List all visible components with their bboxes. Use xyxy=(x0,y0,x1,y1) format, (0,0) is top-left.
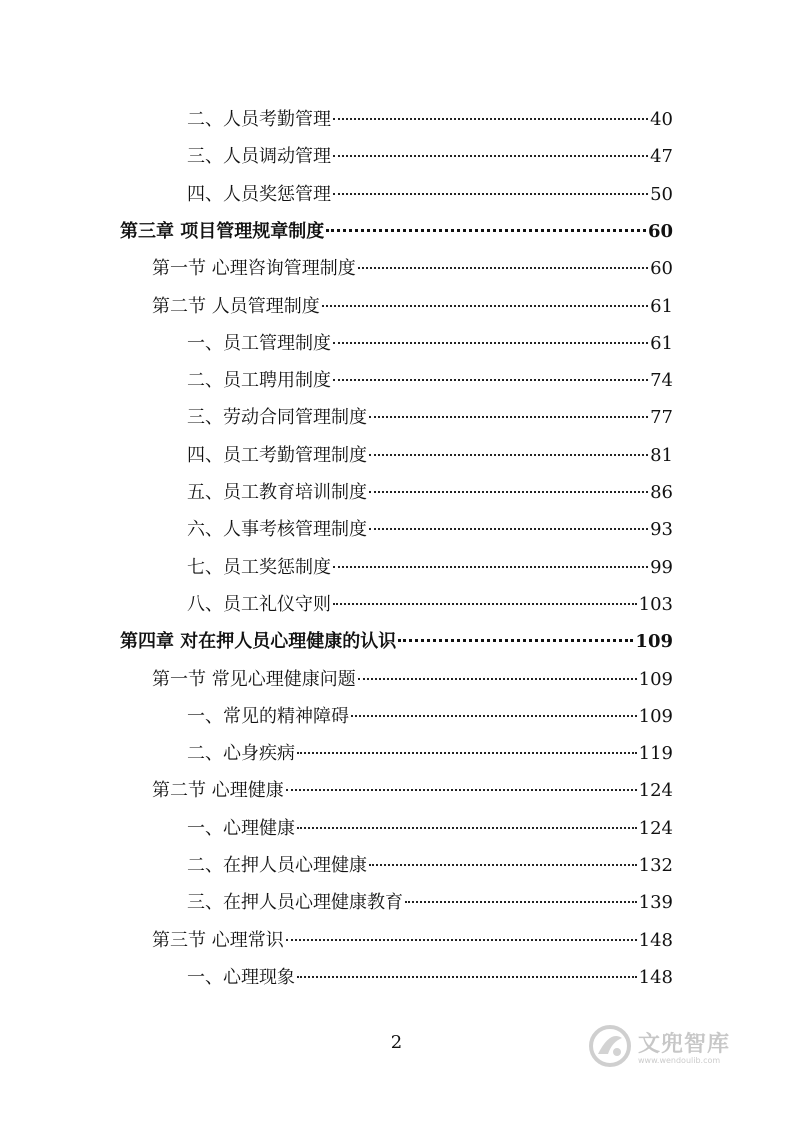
dot-leader xyxy=(351,715,637,717)
dot-leader xyxy=(398,639,633,642)
toc-entry-title: 五、员工教育培训制度 xyxy=(187,482,367,503)
watermark xyxy=(588,1018,758,1074)
dot-leader xyxy=(369,416,648,418)
toc-entry[interactable] xyxy=(187,593,673,617)
toc-entry-page: 109 xyxy=(638,668,673,690)
toc-entry-title: 二、员工聘用制度 xyxy=(187,370,331,392)
toc-entry[interactable] xyxy=(152,929,673,953)
dot-leader xyxy=(297,976,637,978)
toc-entry-title: 一、心理健康 xyxy=(187,817,295,839)
toc-entry-page: 81 xyxy=(650,444,673,466)
toc-entry-page: 61 xyxy=(650,332,673,354)
toc-entry[interactable] xyxy=(120,220,673,244)
toc-entry[interactable] xyxy=(187,966,673,990)
dot-leader xyxy=(322,305,648,307)
toc-entry[interactable] xyxy=(187,481,673,505)
dot-leader xyxy=(333,193,648,195)
toc-entry-page: 86 xyxy=(650,482,673,503)
dot-leader xyxy=(405,901,637,903)
toc-entry-page: 119 xyxy=(638,743,673,765)
toc-entry[interactable] xyxy=(187,108,673,132)
toc-entry-title: 第三章 项目管理规章制度 xyxy=(120,220,325,242)
toc-entry-title: 一、员工管理制度 xyxy=(187,332,331,354)
dot-leader xyxy=(369,864,637,866)
toc-entry-page: 103 xyxy=(638,593,673,615)
toc-entry[interactable] xyxy=(187,406,673,430)
toc-entry[interactable] xyxy=(187,742,673,766)
dot-leader xyxy=(333,379,648,381)
dot-leader xyxy=(286,939,637,941)
toc-entry[interactable] xyxy=(152,668,673,692)
dot-leader xyxy=(369,491,648,493)
dot-leader xyxy=(326,229,646,232)
toc-entry-title: 第二节 人员管理制度 xyxy=(152,295,320,317)
toc-entry-page: 124 xyxy=(638,817,673,839)
toc-entry-page: 124 xyxy=(638,780,673,802)
toc-entry-page: 109 xyxy=(635,631,673,653)
toc-entry-title: 七、员工奖惩制度 xyxy=(187,556,331,578)
toc-entry[interactable] xyxy=(187,332,673,356)
dot-leader xyxy=(333,342,648,344)
dot-leader xyxy=(333,603,637,605)
toc-entry-title: 四、人员奖惩管理 xyxy=(187,183,331,205)
toc-entry-page: 109 xyxy=(638,705,673,727)
toc-entry-title: 四、员工考勤管理制度 xyxy=(187,444,367,466)
toc-entry-page: 99 xyxy=(650,556,673,578)
toc-entry-page: 139 xyxy=(638,892,673,914)
dot-leader xyxy=(297,752,637,754)
toc-entry-title: 第二节 心理健康 xyxy=(152,780,284,802)
watermark-url: www.wendoulib.com xyxy=(638,1056,721,1065)
dot-leader xyxy=(333,566,648,568)
toc-entry-title: 六、人事考核管理制度 xyxy=(187,519,367,541)
dot-leader xyxy=(333,155,648,157)
toc-entry-page: 74 xyxy=(650,370,673,392)
dot-leader xyxy=(369,528,648,530)
dot-leader xyxy=(369,454,648,456)
toc-entry-title: 第三节 心理常识 xyxy=(152,929,284,951)
dot-leader xyxy=(286,789,637,791)
toc-entry-title: 第一节 常见心理健康问题 xyxy=(152,668,356,690)
page-number: 2 xyxy=(390,1032,403,1053)
toc-entry-title: 二、心身疾病 xyxy=(187,743,295,765)
toc-entry-title: 第一节 心理咨询管理制度 xyxy=(152,258,356,280)
dot-leader xyxy=(358,678,637,680)
toc-entry[interactable] xyxy=(120,630,673,654)
toc-entry[interactable] xyxy=(187,369,673,393)
toc-entry[interactable] xyxy=(152,779,673,803)
toc-entry-title: 三、劳动合同管理制度 xyxy=(187,407,367,429)
toc-entry-title: 二、人员考勤管理 xyxy=(187,109,331,130)
toc-entry-page: 60 xyxy=(647,220,673,242)
toc-entry-page: 132 xyxy=(638,855,673,876)
logo-icon xyxy=(588,1024,632,1068)
toc-entry-page: 148 xyxy=(638,966,673,988)
toc-entry-page: 60 xyxy=(650,258,673,280)
dot-leader xyxy=(297,827,637,829)
toc-entry-title: 三、人员调动管理 xyxy=(187,146,331,168)
toc-entry-page: 47 xyxy=(650,146,673,168)
toc-entry-title: 一、常见的精神障碍 xyxy=(187,705,349,727)
toc-entry-title: 三、在押人员心理健康教育 xyxy=(187,892,403,914)
toc-entry[interactable] xyxy=(152,257,673,281)
dot-leader xyxy=(333,118,648,120)
toc-entry[interactable] xyxy=(187,145,673,169)
toc-entry-page: 148 xyxy=(638,929,673,951)
toc-entry-title: 一、心理现象 xyxy=(187,966,295,988)
toc-entry-page: 40 xyxy=(650,109,673,130)
dot-leader xyxy=(358,267,648,269)
toc-entry-title: 第四章 对在押人员心理健康的认识 xyxy=(120,631,397,653)
toc-entry-page: 61 xyxy=(650,295,673,317)
toc-entry[interactable] xyxy=(187,705,673,729)
toc-entry[interactable] xyxy=(187,518,673,542)
toc-entry[interactable] xyxy=(187,891,673,915)
toc-entry[interactable] xyxy=(187,854,673,878)
toc-entry[interactable] xyxy=(187,183,673,207)
toc-entry-page: 93 xyxy=(650,519,673,541)
toc-entry[interactable] xyxy=(152,295,673,319)
toc-entry[interactable] xyxy=(187,556,673,580)
toc-entry-page: 50 xyxy=(650,183,673,205)
toc-entry[interactable] xyxy=(187,817,673,841)
toc-entry-title: 二、在押人员心理健康 xyxy=(187,855,367,876)
toc-entry-page: 77 xyxy=(650,407,673,429)
toc-entry-title: 八、员工礼仪守则 xyxy=(187,593,331,615)
toc-entry[interactable] xyxy=(187,444,673,468)
watermark-title: 文兜智库 xyxy=(638,1032,731,1057)
